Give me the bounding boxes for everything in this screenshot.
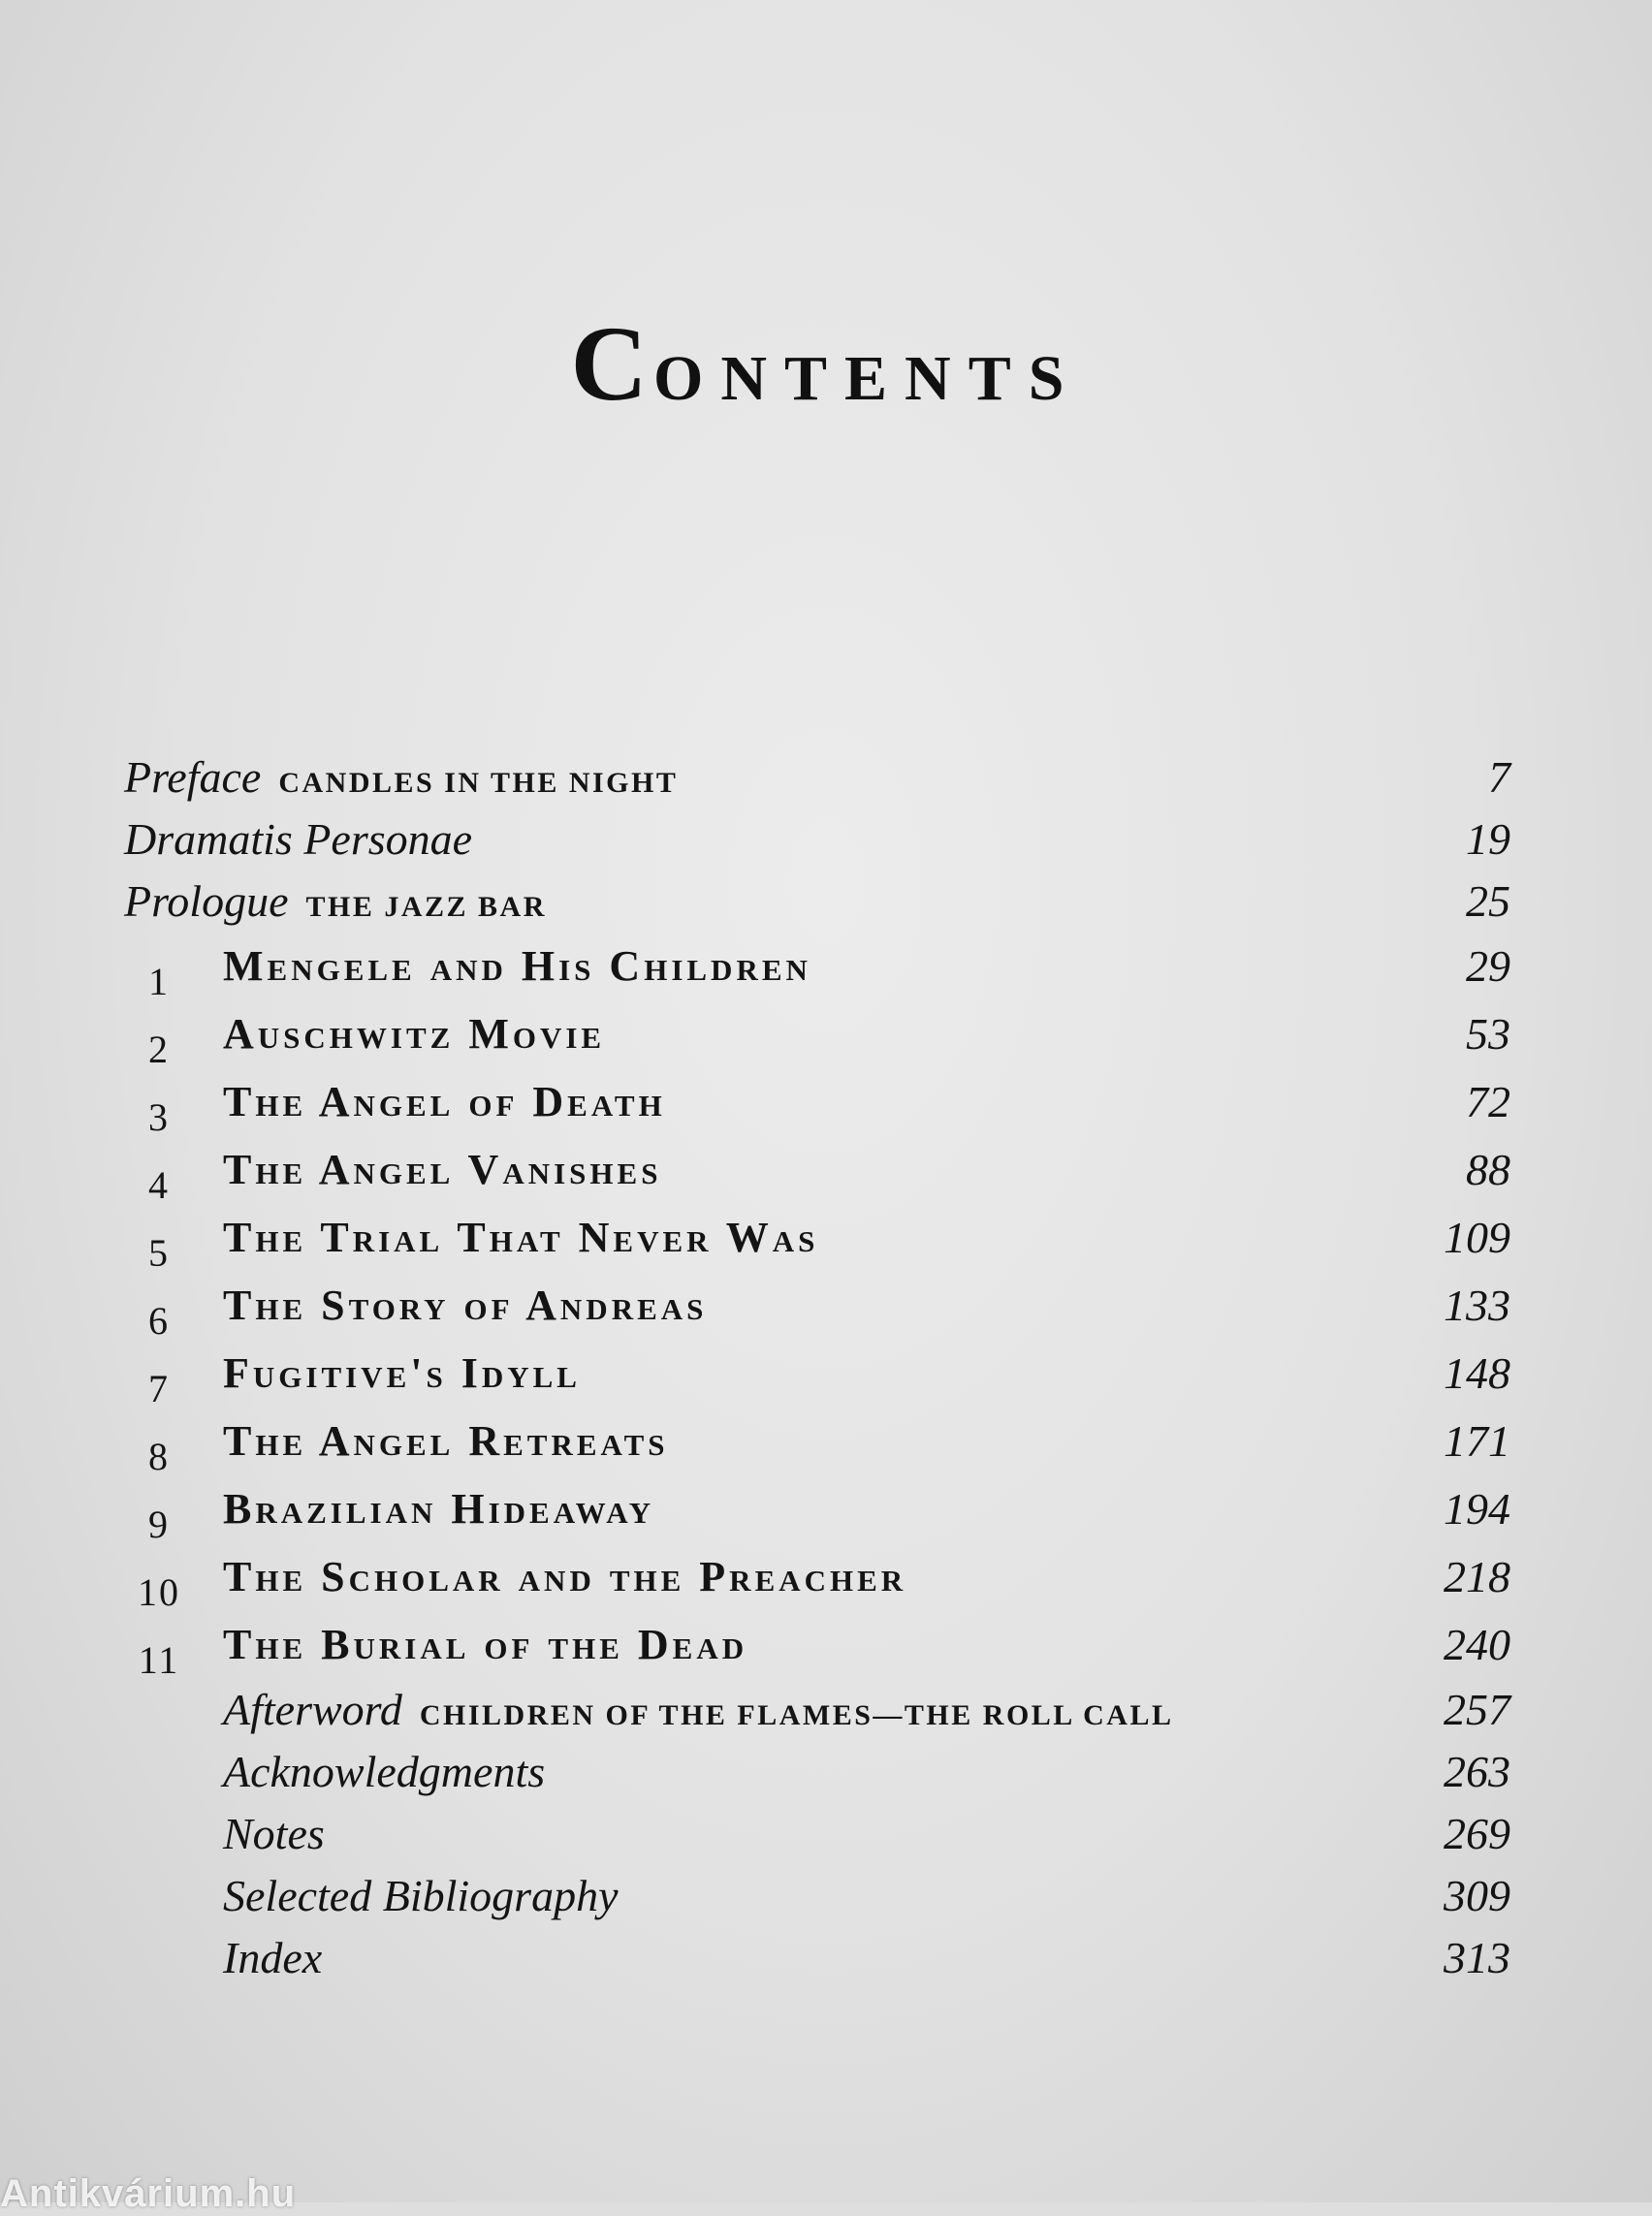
- toc-entry: [124, 1803, 1510, 1865]
- toc-entry-label: [223, 1000, 605, 1077]
- page-number: 19: [1466, 814, 1510, 864]
- toc-entry: [124, 808, 1510, 871]
- chapter-number: 2: [148, 1028, 170, 1071]
- chapter-number: 8: [148, 1435, 170, 1478]
- toc-entry-label: [223, 1543, 906, 1620]
- page-number: 53: [1466, 1009, 1510, 1059]
- toc-entry-label: [223, 1068, 666, 1145]
- chapter-title: The Scholar and the Preacher: [223, 1553, 907, 1600]
- section-title: Notes: [223, 1809, 325, 1858]
- chapter-title: The Angel Retreats: [223, 1417, 669, 1465]
- toc-entry-label: [223, 1803, 325, 1875]
- chapter-title: The Angel of Death: [223, 1078, 666, 1125]
- page-number: 7: [1488, 752, 1510, 802]
- toc-entry-label: [223, 1679, 1174, 1751]
- toc-entry-label: [124, 746, 678, 818]
- page-number: 133: [1444, 1281, 1510, 1330]
- toc-entry: [124, 1741, 1510, 1803]
- chapter-number: 6: [148, 1299, 170, 1343]
- toc-entry-label: [223, 1865, 619, 1937]
- chapter-title: Brazilian Hideaway: [223, 1485, 655, 1533]
- toc-entry-label: [223, 1741, 545, 1813]
- toc-entry-label: [223, 1204, 818, 1281]
- section-title: Preface: [124, 752, 262, 802]
- chapter-number: 1: [148, 960, 170, 1003]
- chapter-title: Fugitive's Idyll: [223, 1349, 581, 1397]
- chapter-number: 9: [148, 1503, 170, 1546]
- page-number: 309: [1444, 1871, 1510, 1920]
- section-title: Prologue: [124, 876, 289, 926]
- page-title: [0, 302, 1652, 426]
- toc-entry: [124, 1136, 1510, 1207]
- chapter-number: 4: [148, 1163, 170, 1207]
- toc-entry-label: [223, 1340, 581, 1416]
- page-number: 88: [1466, 1145, 1510, 1194]
- toc-entry: [124, 871, 1510, 933]
- page-number: 218: [1444, 1552, 1510, 1601]
- page-number: 109: [1444, 1213, 1510, 1262]
- toc-entry: [124, 1611, 1510, 1682]
- page-number: 263: [1444, 1747, 1510, 1796]
- chapter-title: Mengele and His Children: [223, 942, 811, 990]
- page-number: 194: [1444, 1484, 1510, 1534]
- chapter-title: The Story of Andreas: [223, 1282, 708, 1329]
- page-number: 171: [1444, 1416, 1510, 1466]
- toc-entry-label: [223, 1475, 654, 1552]
- section-subtitle: CHILDREN OF THE FLAMES—THE ROLL CALL: [419, 1699, 1174, 1731]
- section-title: Afterword: [223, 1685, 402, 1734]
- table-of-contents: [124, 746, 1510, 1989]
- chapter-title: Auschwitz Movie: [223, 1010, 606, 1058]
- toc-entry-label: [223, 1136, 661, 1213]
- toc-entry: [124, 1408, 1510, 1478]
- toc-entry: [124, 1204, 1510, 1275]
- chapter-number: 11: [138, 1638, 180, 1682]
- toc-entry-label: [223, 1611, 747, 1688]
- toc-entry-label: [223, 1408, 669, 1484]
- toc-entry: [124, 1865, 1510, 1927]
- section-title: Selected Bibliography: [223, 1871, 619, 1920]
- toc-entry: [124, 933, 1510, 1003]
- page-number: 240: [1444, 1620, 1510, 1669]
- toc-entry-label: [223, 933, 811, 1009]
- chapter-number: 3: [148, 1095, 170, 1139]
- chapter-title: The Burial of the Dead: [223, 1621, 748, 1668]
- section-title: Index: [223, 1933, 323, 1982]
- title-rest: ONTENTS: [653, 343, 1082, 415]
- section-title: Acknowledgments: [223, 1747, 546, 1796]
- chapter-title: The Angel Vanishes: [223, 1146, 662, 1193]
- page-number: 148: [1444, 1348, 1510, 1398]
- page-number: 72: [1466, 1077, 1510, 1126]
- toc-entry: [124, 1340, 1510, 1408]
- chapter-number: 7: [148, 1367, 170, 1410]
- title-initial: C: [570, 304, 653, 424]
- section-subtitle: CANDLES IN THE NIGHT: [278, 767, 679, 799]
- chapter-title: The Trial That Never Was: [223, 1214, 819, 1261]
- section-subtitle: THE JAZZ BAR: [305, 891, 547, 923]
- page-number: 269: [1444, 1809, 1510, 1858]
- toc-entry: [124, 1927, 1510, 1989]
- page-number: 29: [1466, 941, 1510, 991]
- page-number: 313: [1444, 1933, 1510, 1982]
- toc-entry: [124, 1068, 1510, 1139]
- toc-entry: [124, 1000, 1510, 1071]
- toc-entry-label: [223, 1927, 322, 1999]
- toc-entry: [124, 1679, 1510, 1741]
- chapter-number: 5: [148, 1231, 170, 1275]
- watermark-text: Antikvárium.hu: [0, 2172, 297, 2215]
- toc-entry: [124, 1543, 1510, 1614]
- toc-entry: [124, 1475, 1510, 1546]
- section-title: Dramatis Personae: [124, 814, 473, 864]
- toc-entry-label: [124, 871, 547, 942]
- toc-entry-label: [124, 808, 472, 880]
- page-number: 25: [1466, 876, 1510, 926]
- page-number: 257: [1444, 1685, 1510, 1734]
- chapter-number: 10: [138, 1570, 180, 1614]
- toc-entry-label: [223, 1272, 707, 1348]
- toc-entry: [124, 1272, 1510, 1343]
- toc-entry: [124, 746, 1510, 808]
